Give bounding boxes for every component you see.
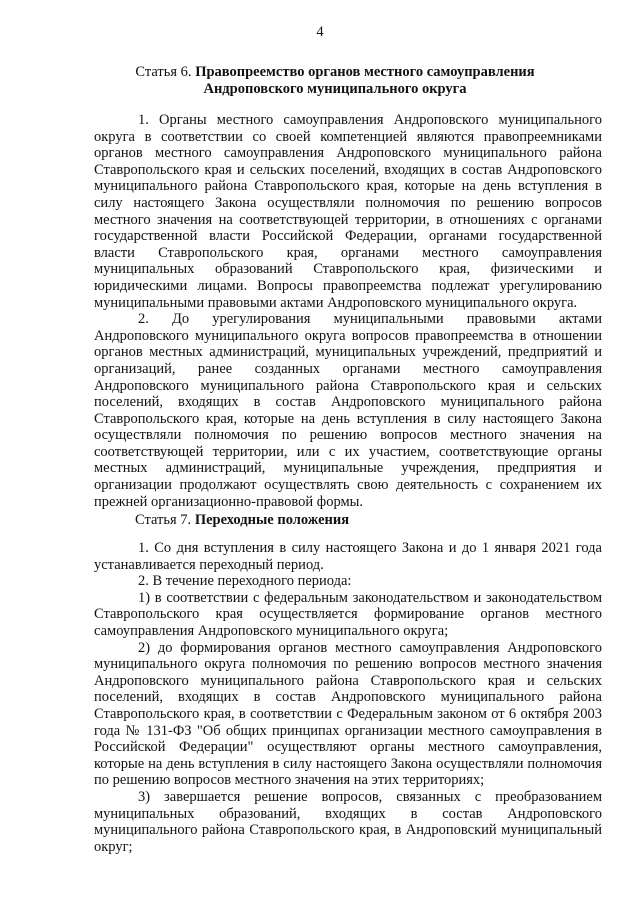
article-6-title: Правопреемство органов местного самоуправления Андроповского муниципального округа xyxy=(195,64,535,97)
article-7-body xyxy=(94,540,602,855)
article-7-item-3: 3) завершается решение вопросов, связанных с преобразованием муниципальных образований, входящих в состав Андроповского муниципального района Ставропольского края, в Андроповский муниципальный округ; xyxy=(94,788,602,855)
article-7-paragraph-2: 2. В течение переходного периода: xyxy=(138,573,352,590)
page-number: 4 xyxy=(316,24,324,40)
article-6-body xyxy=(94,112,602,510)
article-6-prefix: Статья 6. xyxy=(135,64,192,80)
article-7-title: Переходные положения xyxy=(194,512,350,528)
article-7-prefix: Статья 7. xyxy=(135,512,192,528)
article-7-heading xyxy=(135,512,535,529)
article-6-heading xyxy=(100,64,570,98)
article-6-paragraph-1: 1. Органы местного самоуправления Андроповского муниципального округа в соответствии со своей компетенцией являются правопреемниками органов местного самоуправления Андроповского муниципального района Ставропольского края и сельских поселений, входящих в состав Андроповского муниципального района Ставропольского края, которые на день вступления в силу настоящего Закона осуществляли полномочия по решению вопросов местного значения на соответствующей территории, в отношениях с органами государственной власти Российской Федерации, органами государственной власти Ставропольского края, органами местного самоуправления муниципальных образований Ставропольского края, физическими и юридическими лицами. Вопросы правопреемства подлежат урегулированию муниципальными правовыми актами Андроповского муниципального округа. xyxy=(94,112,602,311)
article-6-paragraph-2: 2. До урегулирования муниципальными правовыми актами Андроповского муниципального округа вопросов правопреемства в отношении органов местных администраций, муниципальных учреждений, предприятий и организаций, ранее созданных органами местного самоуправления Андроповского муниципального района Ставропольского края и сельских поселений, входящих в состав Андроповского муниципального района Ставропольского края, которые на день вступления в силу настоящего Закона осуществляли полномочия по решению вопросов местного значения на соответствующей территории, или с их участием, соответствующие органы местных администраций, муниципальные учреждения, предприятия и организации продолжают осуществлять свою деятельность с сохранением их прежней организационно-правовой формы. xyxy=(94,311,602,510)
article-7-item-2: 2) до формирования органов местного самоуправления Андроповского муниципального округа полномочия по решению вопросов местного значения Андроповского муниципального района Ставропольского края и сельских поселений, входящих в состав Андроповского муниципального района Ставропольского края, в соответствии с Федеральным законом от 6 октября 2003 года № 131-ФЗ "Об общих принципах организации местного самоуправления в Российской Федерации" осуществляют органы местного самоуправления, которые на день вступления в силу настоящего Закона осуществляли полномочия по решению вопросов местного значения на этих территориях; xyxy=(94,639,602,789)
article-7-paragraph-1: 1. Со дня вступления в силу настоящего Закона и до 1 января 2021 года устанавливается переходный период. xyxy=(94,540,602,573)
article-7-item-1: 1) в соответствии с федеральным законодательством и законодательством Ставропольского края осуществляется формирование органов местного самоуправления Андроповского муниципального округа; xyxy=(94,589,602,639)
